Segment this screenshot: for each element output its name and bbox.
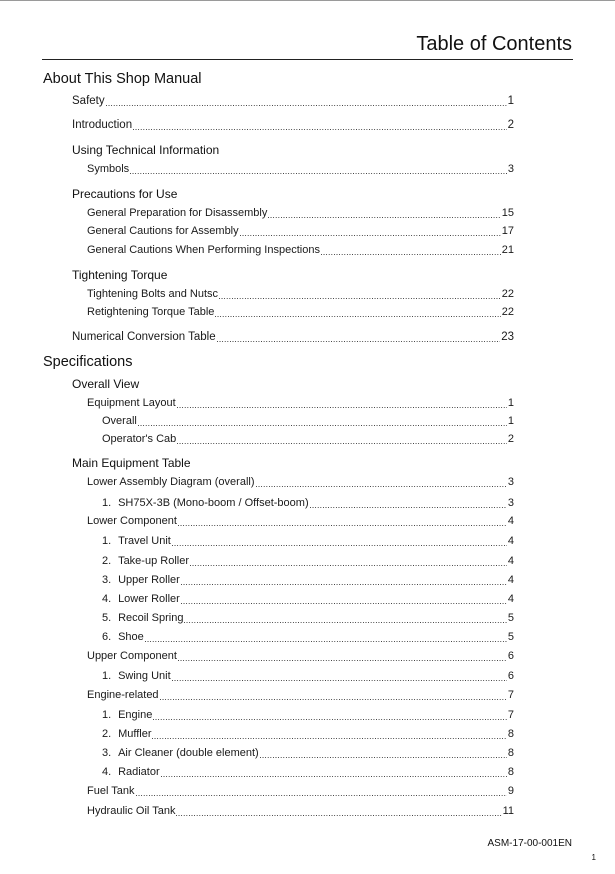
toc-entry-take-up-roller[interactable] bbox=[102, 555, 514, 568]
toc-entry-label: Tightening Bolts and Nutsc bbox=[87, 288, 219, 300]
toc-entry-swing-unit[interactable] bbox=[102, 670, 514, 683]
dot-leader bbox=[130, 173, 507, 174]
toc-entry-label: Swing Unit bbox=[118, 670, 171, 682]
toc-entry-safety[interactable] bbox=[72, 95, 514, 108]
toc-entry-label: Engine-related bbox=[87, 689, 159, 701]
toc-entry-label: Travel Unit bbox=[118, 535, 171, 547]
toc-entry-label: Recoil Spring bbox=[118, 612, 184, 624]
toc-entry-number: 3. bbox=[102, 747, 112, 759]
dot-leader bbox=[133, 129, 506, 130]
subheading-tightening-torque: Tightening Torque bbox=[72, 268, 168, 282]
toc-entry-page: 7 bbox=[507, 709, 514, 721]
toc-entry-page: 1 bbox=[507, 415, 514, 427]
toc-entry-label: Engine bbox=[118, 709, 153, 721]
page-number: 1 bbox=[591, 853, 596, 862]
dot-leader bbox=[145, 641, 507, 642]
dot-leader bbox=[181, 603, 507, 604]
toc-entry-label: Lower Assembly Diagram (overall) bbox=[87, 476, 255, 488]
dot-leader bbox=[172, 545, 507, 546]
toc-entry-lower-component[interactable] bbox=[87, 515, 514, 528]
toc-entry-label: Air Cleaner (double element) bbox=[118, 747, 259, 759]
toc-entry-label: Retightening Torque Table bbox=[87, 306, 215, 318]
dot-leader bbox=[181, 584, 507, 585]
top-border-line bbox=[0, 0, 615, 1]
toc-entry-page: 4 bbox=[507, 593, 514, 605]
toc-entry-number: 1. bbox=[102, 670, 112, 682]
dot-leader bbox=[190, 565, 507, 566]
toc-entry-general-preparation[interactable] bbox=[87, 207, 514, 220]
dot-leader bbox=[178, 660, 507, 661]
dot-leader bbox=[219, 298, 501, 299]
toc-entry-symbols[interactable] bbox=[87, 163, 514, 176]
toc-entry-general-cautions-inspections[interactable] bbox=[87, 244, 514, 257]
toc-entry-page: 11 bbox=[502, 805, 514, 817]
toc-entry-label: Equipment Layout bbox=[87, 397, 176, 409]
toc-entry-radiator[interactable] bbox=[102, 766, 514, 779]
toc-entry-number: 4. bbox=[102, 766, 112, 778]
toc-entry-label: Hydraulic Oil Tank bbox=[87, 805, 176, 817]
dot-leader bbox=[160, 699, 507, 700]
dot-leader bbox=[177, 443, 507, 444]
dot-leader bbox=[153, 719, 507, 720]
toc-entry-page: 1 bbox=[507, 95, 514, 107]
toc-entry-label: Safety bbox=[72, 95, 105, 107]
toc-entry-page: 9 bbox=[507, 785, 514, 797]
toc-entry-page: 7 bbox=[507, 689, 514, 701]
toc-entry-label: Lower Component bbox=[87, 515, 177, 527]
toc-entry-label: Upper Roller bbox=[118, 574, 180, 586]
toc-entry-page: 2 bbox=[507, 119, 514, 131]
toc-entry-number: 3. bbox=[102, 574, 112, 586]
toc-entry-page: 3 bbox=[507, 476, 514, 488]
toc-entry-overall[interactable] bbox=[102, 415, 514, 428]
dot-leader bbox=[217, 341, 501, 342]
dot-leader bbox=[172, 680, 507, 681]
toc-entry-label: Fuel Tank bbox=[87, 785, 135, 797]
toc-entry-label: General Preparation for Disassembly bbox=[87, 207, 268, 219]
subheading-main-equipment-table: Main Equipment Table bbox=[72, 456, 191, 470]
toc-entry-page: 3 bbox=[507, 497, 514, 509]
toc-entry-sh75x-3b[interactable] bbox=[102, 497, 514, 510]
toc-entry-page: 17 bbox=[501, 225, 514, 237]
toc-entry-numerical-conversion-table[interactable] bbox=[72, 331, 514, 344]
dot-leader bbox=[256, 486, 507, 487]
toc-entry-label: SH75X-3B (Mono-boom / Offset-boom) bbox=[118, 497, 309, 509]
toc-entry-muffler[interactable] bbox=[102, 728, 514, 741]
toc-entry-label: Operator's Cab bbox=[102, 433, 177, 445]
page-title: Table of Contents bbox=[416, 33, 572, 55]
toc-entry-number: 6. bbox=[102, 631, 112, 643]
title-rule bbox=[42, 59, 573, 60]
toc-entry-number: 2. bbox=[102, 555, 112, 567]
toc-entry-page: 4 bbox=[507, 574, 514, 586]
dot-leader bbox=[138, 425, 507, 426]
toc-entry-upper-component[interactable] bbox=[87, 650, 514, 663]
dot-leader bbox=[177, 407, 507, 408]
toc-entry-page: 6 bbox=[507, 670, 514, 682]
subheading-precautions-for-use: Precautions for Use bbox=[72, 187, 178, 201]
toc-entry-air-cleaner[interactable] bbox=[102, 747, 514, 760]
toc-entry-hydraulic-oil-tank[interactable] bbox=[87, 805, 514, 818]
toc-entry-page: 8 bbox=[507, 728, 514, 740]
toc-entry-page: 4 bbox=[507, 515, 514, 527]
toc-entry-label: Upper Component bbox=[87, 650, 177, 662]
toc-entry-general-cautions-assembly[interactable] bbox=[87, 225, 514, 238]
toc-entry-engine-related[interactable] bbox=[87, 689, 514, 702]
section-heading-specifications: Specifications bbox=[43, 354, 133, 370]
toc-entry-shoe[interactable] bbox=[102, 631, 514, 644]
toc-entry-retightening-torque-table[interactable] bbox=[87, 306, 514, 319]
toc-entry-lower-roller[interactable] bbox=[102, 593, 514, 606]
toc-entry-label: Take-up Roller bbox=[118, 555, 189, 567]
toc-entry-label: Lower Roller bbox=[118, 593, 180, 605]
toc-entry-page: 6 bbox=[507, 650, 514, 662]
section-heading-about: About This Shop Manual bbox=[43, 71, 202, 87]
toc-entry-page: 21 bbox=[501, 244, 514, 256]
toc-entry-number: 1. bbox=[102, 497, 112, 509]
dot-leader bbox=[240, 235, 501, 236]
dot-leader bbox=[176, 815, 501, 816]
document-id: ASM-17-00-001EN bbox=[487, 838, 572, 849]
subheading-using-technical-information: Using Technical Information bbox=[72, 143, 220, 157]
toc-entry-number: 5. bbox=[102, 612, 112, 624]
dot-leader bbox=[136, 795, 507, 796]
toc-entry-page: 4 bbox=[507, 535, 514, 547]
toc-entry-label: General Cautions When Performing Inspections bbox=[87, 244, 320, 256]
dot-leader bbox=[321, 254, 501, 255]
toc-entry-recoil-spring[interactable] bbox=[102, 612, 514, 625]
toc-entry-page: 3 bbox=[507, 163, 514, 175]
toc-entry-label: Radiator bbox=[118, 766, 160, 778]
toc-entry-label: General Cautions for Assembly bbox=[87, 225, 239, 237]
toc-entry-label: Shoe bbox=[118, 631, 144, 643]
dot-leader bbox=[184, 622, 506, 623]
toc-entry-lower-assembly-diagram[interactable] bbox=[87, 476, 514, 489]
toc-entry-page: 1 bbox=[507, 397, 514, 409]
toc-entry-page: 22 bbox=[501, 306, 514, 318]
toc-entry-engine[interactable] bbox=[102, 709, 514, 722]
toc-entry-tightening-bolts[interactable] bbox=[87, 288, 514, 301]
dot-leader bbox=[310, 507, 507, 508]
dot-leader bbox=[215, 316, 500, 317]
toc-entry-fuel-tank[interactable] bbox=[87, 785, 514, 798]
toc-entry-label: Overall bbox=[102, 415, 137, 427]
toc-entry-equipment-layout[interactable] bbox=[87, 397, 514, 410]
dot-leader bbox=[268, 217, 500, 218]
toc-entry-page: 15 bbox=[501, 207, 514, 219]
toc-entry-page: 2 bbox=[507, 433, 514, 445]
toc-entry-label: Introduction bbox=[72, 119, 133, 131]
toc-entry-label: Symbols bbox=[87, 163, 130, 175]
toc-entry-page: 5 bbox=[507, 631, 514, 643]
toc-entry-number: 2. bbox=[102, 728, 112, 740]
toc-entry-label: Muffler bbox=[118, 728, 152, 740]
toc-entry-page: 5 bbox=[507, 612, 514, 624]
toc-entry-page: 4 bbox=[507, 555, 514, 567]
toc-entry-travel-unit[interactable] bbox=[102, 535, 514, 548]
toc-entry-page: 8 bbox=[507, 747, 514, 759]
dot-leader bbox=[106, 105, 507, 106]
toc-entry-introduction[interactable] bbox=[72, 119, 514, 132]
toc-entry-page: 22 bbox=[501, 288, 514, 300]
toc-entry-operators-cab[interactable] bbox=[102, 433, 514, 446]
dot-leader bbox=[161, 776, 507, 777]
subheading-overall-view: Overall View bbox=[72, 377, 140, 391]
dot-leader bbox=[260, 757, 507, 758]
toc-entry-number: 1. bbox=[102, 709, 112, 721]
toc-entry-upper-roller[interactable] bbox=[102, 574, 514, 587]
toc-entry-page: 23 bbox=[501, 331, 514, 343]
toc-entry-number: 4. bbox=[102, 593, 112, 605]
toc-entry-page: 8 bbox=[507, 766, 514, 778]
dot-leader bbox=[178, 525, 507, 526]
toc-entry-number: 1. bbox=[102, 535, 112, 547]
dot-leader bbox=[152, 738, 506, 739]
toc-entry-label: Numerical Conversion Table bbox=[72, 331, 216, 343]
